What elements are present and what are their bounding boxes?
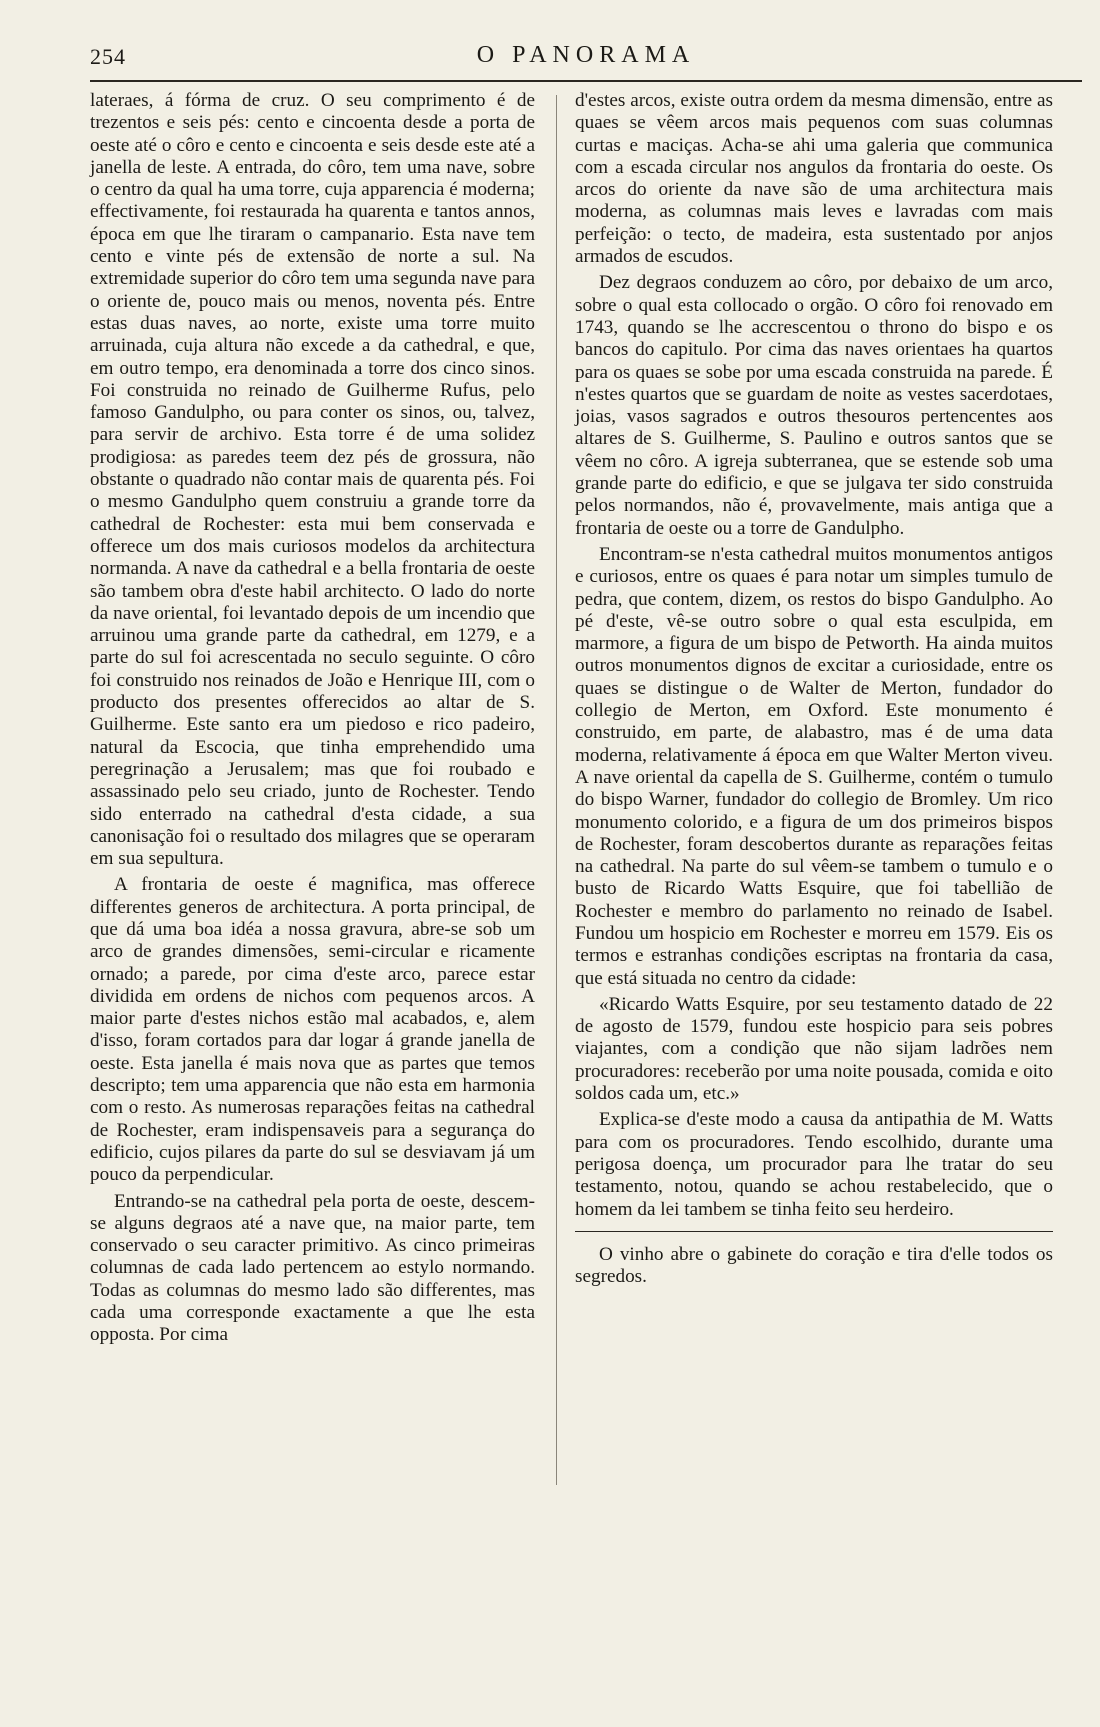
article-paragraph: lateraes, á fórma de cruz. O seu comprimento é de trezentos e seis pés: cento e cincoenta desde a porta de oeste até o côro e cento e cincoenta e seis desde este até a janella de leste. A entrada, do côro, tem uma nave, sobre o centro da qual ha uma torre, cuja apparencia é moderna; effectivamente, foi restaurada ha quarenta e tantos annos, época em que lhe tiraram o campanario. Esta nave tem cento e vinte pés de extensão de norte a sul. Na extremidade superior do côro tem uma segunda nave para o oriente de, pouco mais ou menos, noventa pés. Entre estas duas naves, ao norte, existe uma torre muito arruinada, cuja altura não excede a da cathedral, e que, em outro tempo, era denominada a torre dos cinco sinos. Foi construida no reinado de Guilherme Rufus, pelo famoso Gandulpho, ou para conter os sinos, ou, talvez, para servir de archivo. Esta torre é de uma solidez prodigiosa: as paredes teem dez pés de grossura, não obstante o quadrado não contar mais de quarenta pés. Foi o mesmo Gandulpho quem construiu a grande torre da cathedral de Rochester: esta mui bem conservada e offerece um dos mais curiosos modelos da architectura normanda. A nave da cathedral e a bella frontaria de oeste são tambem obra d'este habil architecto. O lado do norte da nave oriental, foi levantado depois de um incendio que arruinou uma grande parte da cathedral, em 1279, e a parte do sul foi acrescentada no seculo seguinte. O côro foi construido nos reinados de João e Henrique III, com o producto dos presentes offerecidos ao altar de S. Guilherme. Este santo era um piedoso e rico padeiro, natural da Escocia, que tinha emprehendido uma peregrinação a Jerusalem; mas que foi roubado e assassinado pelo seu criado, junto de Rochester. Tendo sido enterrado na cathedral d'esta cidade, a sua canonisação foi o resultado dos milagres que se operaram em sua sepultura. (90, 90, 535, 870)
column-divider (556, 95, 557, 1485)
right-column (575, 90, 1053, 1288)
article-paragraph: Entrando-se na cathedral pela porta de oeste, descem-se alguns degraos até a nave que, na maior parte, tem conservado o seu caracter primitivo. As cinco primeiras columnas de cada lado pertencem ao estylo normando. Todas as columnas do mesmo lado são differentes, mas cada uma corresponde exactamente a que lhe esta opposta. Por cima (90, 1190, 535, 1346)
article-paragraph: «Ricardo Watts Esquire, por seu testamento datado de 22 de agosto de 1579, fundou este hospicio para seis pobres viajantes, com a condição que não sijam ladrões nem procuradores: receberão por uma noite pousada, comida e oito soldos cada um, etc.» (575, 993, 1053, 1105)
article-paragraph: Encontram-se n'esta cathedral muitos monumentos antigos e curiosos, entre os quaes é para notar um simples tumulo de pedra, que contem, dizem, os restos do bispo Gandulpho. Ao pé d'este, vê-se outro sobre o qual esta esculpida, em marmore, a figura de um bispo de Petworth. Ha ainda muitos outros monumentos dignos de excitar a curiosidade, entre os quaes se distingue o de Walter de Merton, fundador do collegio de Merton, em Oxford. Este monumento é construido, em parte, de alabastro, mas é de uma data moderna, relativamente á época em que Walter Merton viveu. A nave oriental da capella de S. Guilherme, contém o tumulo do bispo Warner, fundador do collegio de Bromley. Um rico monumento colorido, e a figura de um dos primeiros bispos de Rochester, foram descobertos durante as reparações feitas na cathedral. Na parte do sul vêem-se tambem o tumulo e o busto de Ricardo Watts Esquire, que foi tabellião de Rochester e membro do parlamento no reinado de Isabel. Fundou um hospicio em Rochester e morreu em 1579. Eis os termos e estranhas condições escriptas na frontaria da casa, que está situada no centro da cidade: (575, 543, 1053, 989)
page-number: 254 (90, 44, 126, 69)
proverb: O vinho abre o gabinete do coração e tira d'elle todos os segredos. (575, 1243, 1053, 1288)
section-rule (575, 1231, 1053, 1232)
article-paragraph: A frontaria de oeste é magnifica, mas offerece differentes generos de architectura. A porta principal, de que dá uma boa idéa a nossa gravura, abre-se sob um arco de grandes dimensões, semi-circular e ricamente ornado; a parede, por cima d'este arco, parece estar dividida em ordens de nichos com pequenos arcos. A maior parte d'estes nichos estão mal acabados, e, alem d'isso, foram cortados para dar logar á grande janella de oeste. Esta janella é mais nova que as partes que temos descripto; tem uma apparencia que não esta em harmonia com o resto. As numerosas reparações feitas na cathedral de Rochester, eram indispensaveis para a segurança do edificio, cujos pilares da parte do sul se desviavam já um pouco da perpendicular. (90, 874, 535, 1186)
running-title: O PANORAMA (476, 42, 696, 68)
page-header (90, 40, 1082, 82)
left-column (90, 90, 535, 1347)
article-paragraph: d'estes arcos, existe outra ordem da mesma dimensão, entre as quaes se vêem arcos mais pequenos com suas columnas curtas e maciças. Acha-se ahi uma galeria que communica com a escada circular nos angulos da frontaria do oeste. Os arcos do oriente da nave são de uma architectura mais moderna, as columnas mais leves e lavradas com mais perfeição: o tecto, de madeira, esta sustentado por anjos armados de escudos. (575, 90, 1053, 268)
article-paragraph: Dez degraos conduzem ao côro, por debaixo de um arco, sobre o qual esta collocado o orgão. O côro foi renovado em 1743, quando se lhe accrescentou o throno do bispo e os bancos do capitulo. Por cima das naves orientaes ha quartos para os quaes se sobe por uma escada construida na parede. É n'estes quartos que se guardam de noite as vestes sacerdotaes, joias, vasos sagrados e outros thesouros pertencentes aos altares de S. Guilherme, S. Paulino e outros santos que se vêem no côro. A igreja subterranea, que se estende sob uma grande parte do edificio, e que se julgava ter sido construida pelos normandos, não é, provavelmente, mais antiga que a frontaria de oeste ou a torre de Gandulpho. (575, 272, 1053, 539)
article-paragraph: Explica-se d'este modo a causa da antipathia de M. Watts para com os procuradores. Tendo escolhido, durante uma perigosa doença, um procurador para lhe tratar do seu testamento, notou, quando se achou restabelecido, que o homem da lei tambem se tinha feito seu herdeiro. (575, 1109, 1053, 1220)
